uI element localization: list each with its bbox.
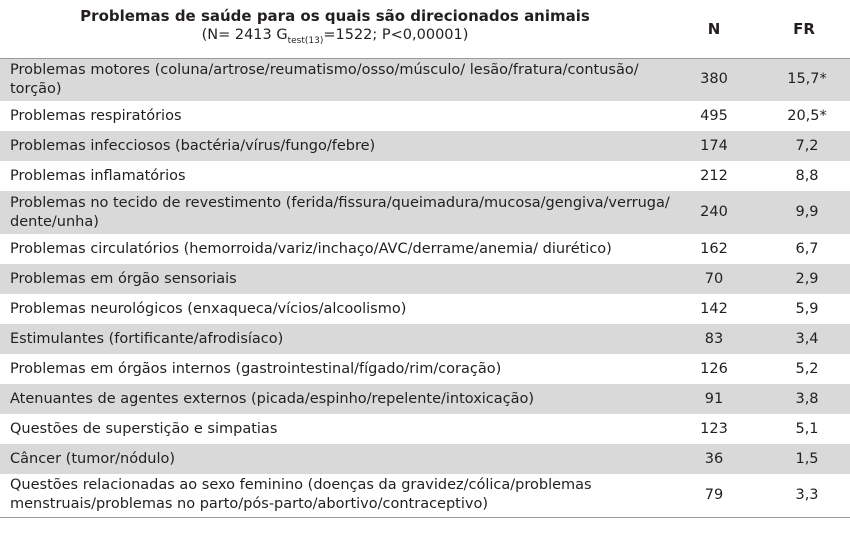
category-cell: Problemas no tecido de revestimento (ferida/fissura/queimadura/mucosa/gengiva/verruga/ dente/unha) xyxy=(10,194,670,230)
table-row xyxy=(0,384,850,414)
fr-cell: 15,7* xyxy=(787,71,827,88)
category-column-header xyxy=(0,0,670,58)
n-cell: 495 xyxy=(700,107,728,124)
n-cell: 70 xyxy=(704,270,724,287)
category-cell: Problemas circulatórios (hemorroida/variz/inchaço/AVC/derrame/anemia/ diurético) xyxy=(10,240,612,257)
fr-cell: 9,9 xyxy=(795,204,819,220)
fr-cell: 1,5 xyxy=(795,450,819,467)
n-cell: 91 xyxy=(704,390,724,407)
n-column-header: N xyxy=(707,19,721,38)
n-cell: 79 xyxy=(704,486,724,503)
table-row xyxy=(0,191,850,234)
n-cell: 174 xyxy=(700,137,728,154)
table-row xyxy=(0,444,850,474)
category-cell: Atenuantes de agentes externos (picada/espinho/repelente/intoxicação) xyxy=(10,390,535,407)
category-cell: Problemas em órgão sensoriais xyxy=(10,270,237,287)
n-cell: 380 xyxy=(700,71,728,88)
fr-column-header: FR xyxy=(793,19,815,38)
n-cell: 83 xyxy=(704,330,724,347)
table-row xyxy=(0,414,850,444)
category-cell: Problemas motores (coluna/artrose/reumatismo/osso/músculo/ lesão/fratura/contusão/ torção) xyxy=(10,61,639,97)
fr-cell: 7,2 xyxy=(795,137,819,154)
fr-cell: 3,3 xyxy=(795,486,819,503)
table-row xyxy=(0,474,850,517)
n-cell: 162 xyxy=(700,240,728,257)
fr-cell: 5,1 xyxy=(795,420,819,437)
category-cell: Questões de superstição e simpatias xyxy=(10,420,278,437)
table-row xyxy=(0,131,850,161)
fr-cell: 6,7 xyxy=(795,240,819,257)
fr-cell: 2,9 xyxy=(795,270,819,287)
table-row xyxy=(0,264,850,294)
n-cell: 240 xyxy=(700,204,728,220)
n-cell: 212 xyxy=(700,167,728,184)
fr-cell: 5,2 xyxy=(795,360,819,377)
category-cell: Questões relacionadas ao sexo feminino (doenças da gravidez/cólica/problemas menstruais/problemas no parto/pós-parto/abortivo/contraceptivo) xyxy=(10,477,592,513)
n-cell: 36 xyxy=(704,450,724,467)
n-cell: 123 xyxy=(700,420,728,437)
category-cell: Problemas em órgãos internos (gastrointestinal/fígado/rim/coração) xyxy=(10,360,502,377)
table-row xyxy=(0,101,850,131)
table-body xyxy=(0,58,850,517)
fr-cell: 3,8 xyxy=(795,390,819,407)
fr-cell: 5,9 xyxy=(795,300,819,317)
table-header xyxy=(0,0,850,58)
category-cell: Problemas inflamatórios xyxy=(10,167,186,184)
fr-cell: 8,8 xyxy=(795,167,819,184)
table-row xyxy=(0,58,850,101)
fr-cell: 20,5* xyxy=(787,107,827,124)
table-row xyxy=(0,354,850,384)
table-row xyxy=(0,294,850,324)
table-row xyxy=(0,161,850,191)
category-cell: Problemas infecciosos (bactéria/vírus/fungo/febre) xyxy=(10,137,376,154)
table-stats: (N= 2413 $G_{test(13)}=1522$; P<0,00001) xyxy=(201,26,469,46)
table-title: Problemas de saúde para os quais são direcionados animais xyxy=(80,6,590,25)
n-cell: 142 xyxy=(700,300,728,317)
category-cell: Estimulantes (fortificante/afrodisíaco) xyxy=(10,330,284,347)
category-cell: Problemas neurológicos (enxaqueca/vícios/alcoolismo) xyxy=(10,300,407,317)
fr-cell: 3,4 xyxy=(795,330,819,347)
table-row xyxy=(0,234,850,264)
n-cell: 126 xyxy=(700,360,728,377)
category-cell: Problemas respiratórios xyxy=(10,107,182,124)
table-row xyxy=(0,324,850,354)
category-cell: Câncer (tumor/nódulo) xyxy=(10,450,176,467)
